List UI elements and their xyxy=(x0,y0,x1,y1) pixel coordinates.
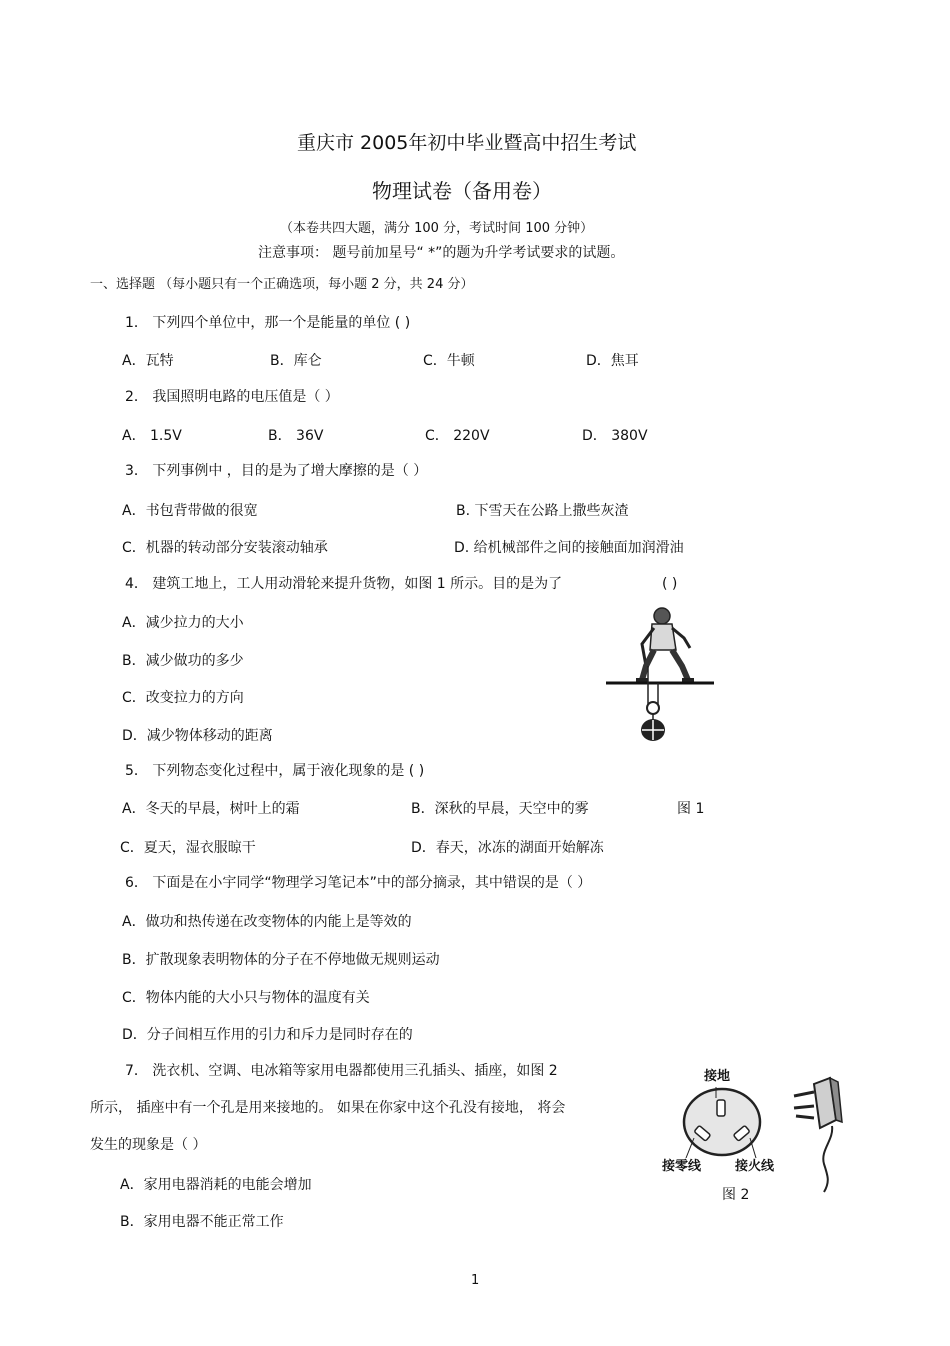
option-a: A．减少拉力的大小 xyxy=(122,615,244,631)
socket-live-label: 接火线 xyxy=(735,1159,775,1174)
question-stem: 3． 下列事例中 ，目的是为了增大摩擦的是（ ） xyxy=(125,463,428,479)
question-stem-line1: 7． 洗衣机、空调、电冰箱等家用电器都使用三孔插头、插座，如图 2 xyxy=(125,1063,558,1079)
option-a: A． 1.5V xyxy=(122,428,182,444)
option-d: D．分子间相互作用的引力和斥力是同时存在的 xyxy=(122,1027,413,1043)
figure-2-socket xyxy=(680,1086,764,1158)
figure-1-caption: 图 1 xyxy=(677,801,705,817)
option-b: B．家用电器不能正常工作 xyxy=(120,1214,284,1230)
option-c: C．夏天，湿衣服晾干 xyxy=(120,840,256,856)
option-c: C．牛顿 xyxy=(423,353,475,369)
question-stem-line2: 所示， 插座中有一个孔是用来接地的。 如果在你家中这个孔没有接地， 将会 xyxy=(90,1100,566,1116)
option-b: B．扩散现象表明物体的分子在不停地做无规则运动 xyxy=(122,952,440,968)
option-a: A．家用电器消耗的电能会增加 xyxy=(120,1177,312,1193)
question-stem: 5． 下列物态变化过程中，属于液化现象的是 ( ) xyxy=(125,763,425,779)
figure-2-plug xyxy=(790,1074,848,1194)
answer-parenthesis: ( ) xyxy=(662,576,678,592)
option-a: A．书包背带做的很宽 xyxy=(122,503,258,519)
exam-title: 重庆市 2005年初中毕业暨高中招生考试 xyxy=(297,132,637,154)
option-b: B．深秋的早晨，天空中的雾 xyxy=(411,801,589,817)
page-number: 1 xyxy=(471,1273,480,1288)
figure-1-pulley-worker xyxy=(602,604,720,748)
option-d: D．春天，冰冻的湖面开始解冻 xyxy=(411,840,604,856)
figure-2-caption: 图 2 xyxy=(722,1187,750,1203)
exam-info: （本卷共四大题，满分 100 分，考试时间 100 分钟） xyxy=(280,221,594,236)
option-a: A．冬天的早晨，树叶上的霜 xyxy=(122,801,300,817)
option-c: C． 220V xyxy=(425,428,490,444)
paper-subtitle: 物理试卷（备用卷） xyxy=(372,179,552,203)
question-stem: 1． 下列四个单位中，那一个是能量的单位 ( ) xyxy=(125,315,411,331)
option-b: B． 36V xyxy=(268,428,324,444)
option-c: C．物体内能的大小只与物体的温度有关 xyxy=(122,990,370,1006)
option-d: D. 给机械部件之间的接触面加润滑油 xyxy=(454,540,684,556)
option-a: A．做功和热传递在改变物体的内能上是等效的 xyxy=(122,914,412,930)
socket-neutral-label: 接零线 xyxy=(662,1159,702,1174)
question-stem: 4． 建筑工地上，工人用动滑轮来提升货物，如图 1 所示。目的是为了 xyxy=(125,576,563,592)
option-a: A．瓦特 xyxy=(122,353,174,369)
option-b: B．减少做功的多少 xyxy=(122,653,244,669)
socket-ground-label: 接地 xyxy=(704,1069,731,1084)
option-b: B. 下雪天在公路上撒些灰渣 xyxy=(456,503,629,519)
option-d: D．减少物体移动的距离 xyxy=(122,728,273,744)
section-heading: 一、选择题 （每小题只有一个正确选项，每小题 2 分，共 24 分） xyxy=(90,277,474,292)
option-c: C．机器的转动部分安装滚动轴承 xyxy=(122,540,328,556)
option-d: D． 380V xyxy=(582,428,648,444)
question-stem: 2． 我国照明电路的电压值是（ ） xyxy=(125,389,339,405)
exam-notice: 注意事项： 题号前加星号“ *”的题为升学考试要求的试题。 xyxy=(258,245,625,261)
question-stem: 6． 下面是在小宇同学“物理学习笔记本”中的部分摘录，其中错误的是（ ） xyxy=(125,875,592,891)
option-b: B．库仑 xyxy=(270,353,322,369)
question-stem-line3: 发生的现象是（ ） xyxy=(90,1137,207,1153)
option-d: D．焦耳 xyxy=(586,353,639,369)
option-c: C．改变拉力的方向 xyxy=(122,690,244,706)
